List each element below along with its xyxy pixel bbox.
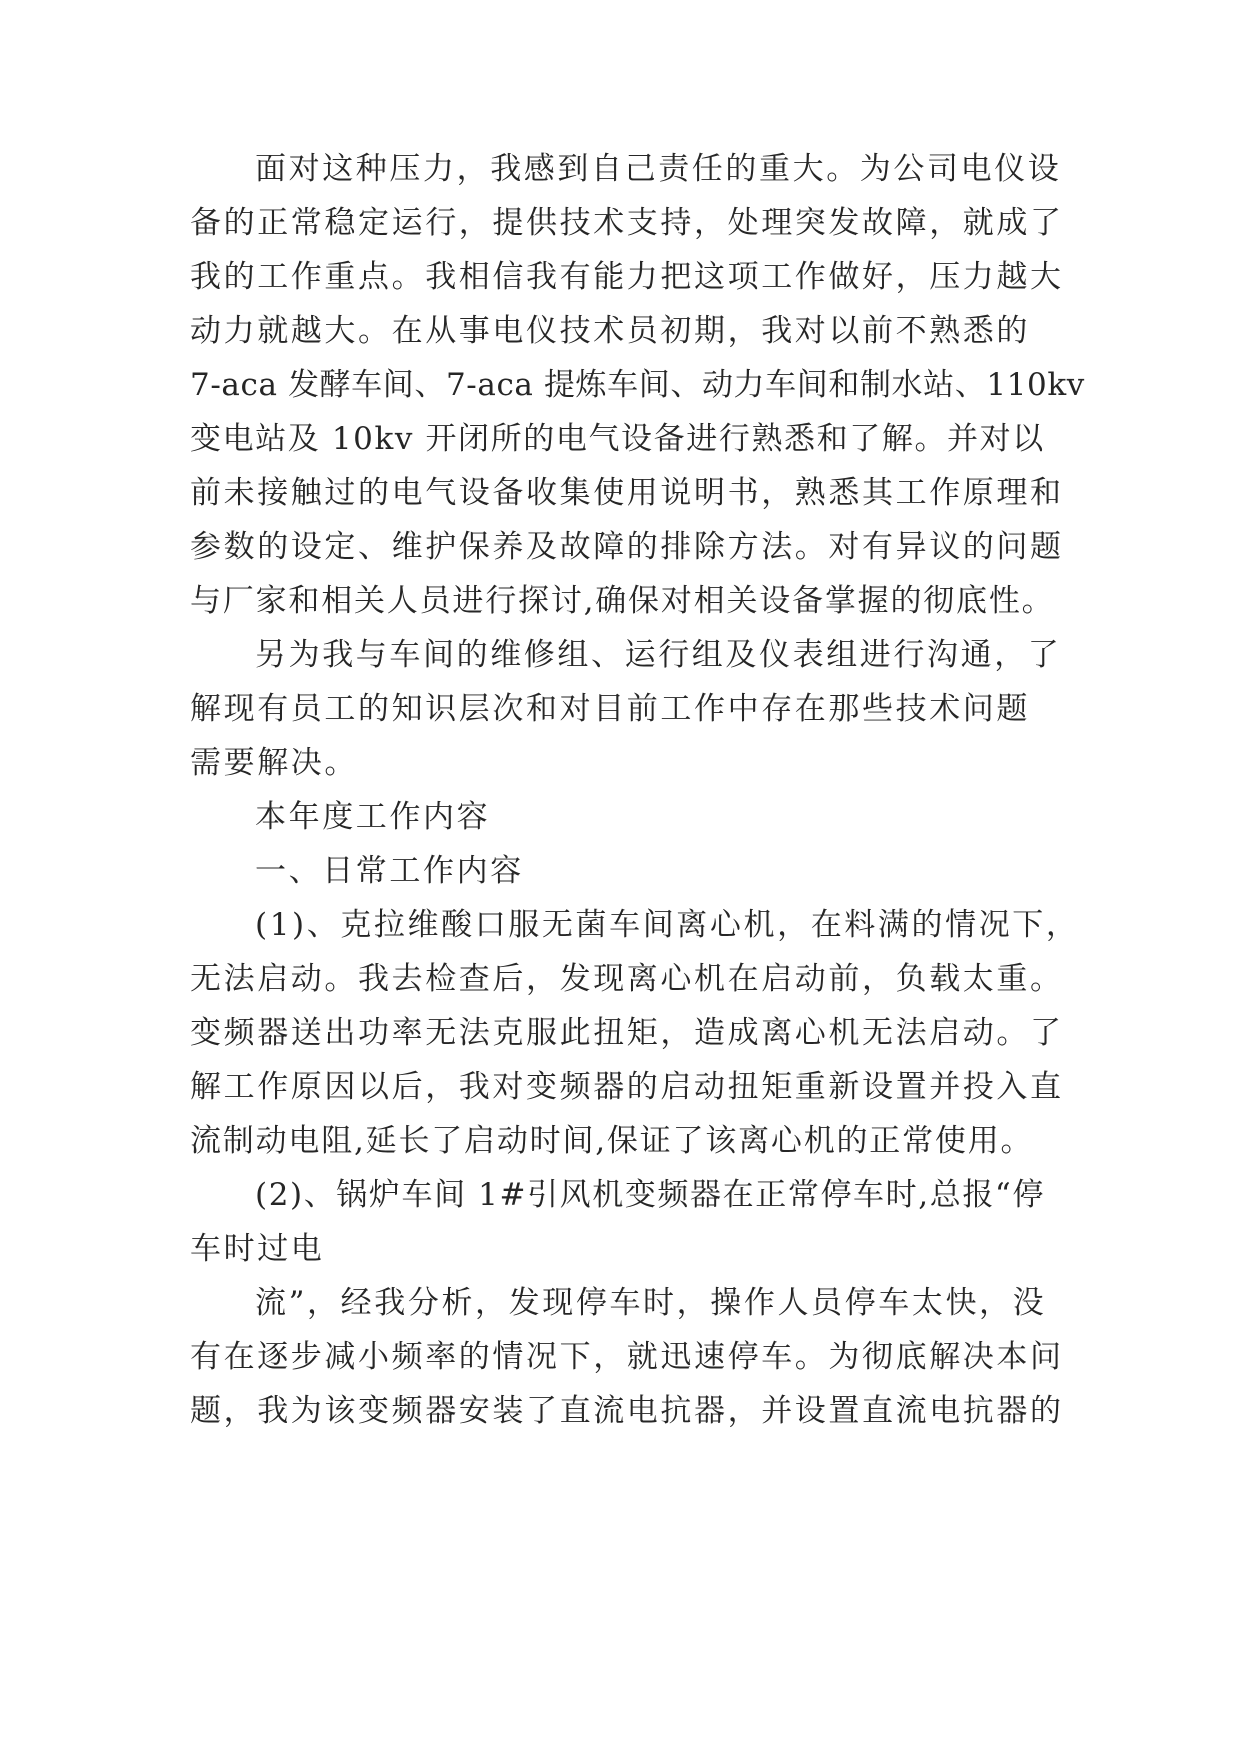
text-line: 车时过电	[190, 1231, 325, 1267]
text-line: 前未接触过的电气设备收集使用说明书，熟悉其工作原理和	[190, 475, 1064, 511]
text-line: 有在逐步减小频率的情况下，就迅速停车。为彻底解决本问	[190, 1339, 1064, 1375]
text-line: 流”，经我分析，发现停车时，操作人员停车太快，没	[255, 1285, 1047, 1321]
text-line: 与厂家和相关人员进行探讨,确保对相关设备掌握的彻底性。	[190, 583, 1055, 619]
text-line: 我的工作重点。我相信我有能力把这项工作做好，压力越大	[190, 259, 1064, 295]
text-line: 变频器送出功率无法克服此扭矩，造成离心机无法启动。了	[190, 1015, 1064, 1051]
section-heading: 本年度工作内容	[255, 799, 491, 835]
text-line: 7-aca 发酵车间、7-aca 提炼车间、动力车间和制水站、110kv	[190, 367, 1085, 403]
text-line: 题，我为该变频器安装了直流电抗器，并设置直流电抗器的	[190, 1393, 1064, 1429]
text-line: 参数的设定、维护保养及故障的排除方法。对有异议的问题	[190, 529, 1064, 565]
text-line: 备的正常稳定运行，提供技术支持，处理突发故障，就成了	[190, 205, 1064, 241]
text-line: 变电站及 10kv 开闭所的电气设备进行熟悉和了解。并对以	[190, 421, 1045, 457]
text-line: 需要解决。	[190, 745, 358, 781]
text-line: 解工作原因以后，我对变频器的启动扭矩重新设置并投入直	[190, 1069, 1064, 1105]
text-line: (1)、克拉维酸口服无菌车间离心机，在料满的情况下，	[255, 907, 1080, 943]
text-line: (2)、锅炉车间 1#引风机变频器在正常停车时,总报“停	[255, 1177, 1045, 1213]
text-line: 无法启动。我去检查后，发现离心机在启动前，负载太重。	[190, 961, 1064, 997]
text-line: 流制动电阻,延长了启动时间,保证了该离心机的正常使用。	[190, 1123, 1034, 1159]
text-line: 动力就越大。在从事电仪技术员初期，我对以前不熟悉的	[190, 313, 1030, 349]
text-line: 解现有员工的知识层次和对目前工作中存在那些技术问题	[190, 691, 1030, 727]
text-line: 另为我与车间的维修组、运行组及仪表组进行沟通，了	[255, 637, 1062, 673]
subsection-heading: 一、日常工作内容	[255, 853, 524, 889]
text-line: 面对这种压力，我感到自己责任的重大。为公司电仪设	[255, 151, 1062, 187]
